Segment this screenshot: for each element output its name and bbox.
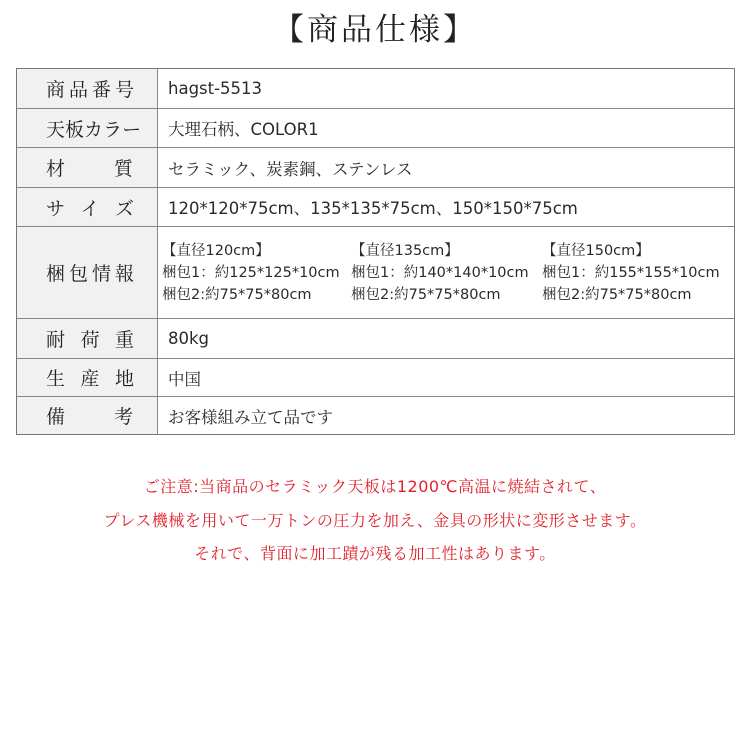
spec-label-origin: 生 産 地: [17, 359, 158, 396]
spec-row-packaging: [17, 226, 734, 318]
packaging-heading: 【直径150cm】: [542, 242, 650, 259]
spec-row-material: [17, 147, 734, 187]
notice-line-2: プレス機械を用いて一万トンの圧力を加え、金具の形状に変形させます。: [103, 511, 647, 530]
spec-value-packaging: [158, 227, 734, 318]
notice-line-1: ご注意:当商品のセラミック天板は1200℃高温に焼結されて、: [143, 477, 607, 496]
packaging-column-150: [542, 240, 732, 306]
packaging-pack2: 梱包2:約75*75*80cm: [162, 286, 312, 303]
packaging-pack1: 梱包1：約140*140*10cm: [351, 264, 529, 281]
spec-row-product-number: [17, 69, 734, 108]
packaging-heading: 【直径120cm】: [162, 242, 270, 259]
spec-value-material: セラミック、炭素鋼、ステンレス: [168, 159, 413, 179]
spec-value-origin: 中国: [168, 369, 201, 389]
packaging-pack2: 梱包2:約75*75*80cm: [542, 286, 692, 303]
spec-value-size: 120*120*75cm、135*135*75cm、150*150*75cm: [168, 199, 578, 218]
packaging-columns: [162, 240, 734, 306]
packaging-column-120: [162, 240, 351, 306]
page-title: 【商品仕様】: [273, 12, 477, 48]
spec-label-remarks: 備 考: [17, 397, 158, 434]
spec-value-top-color: 大理石柄、COLOR1: [168, 120, 319, 139]
packaging-pack2: 梱包2:約75*75*80cm: [351, 286, 501, 303]
spec-row-size: [17, 187, 734, 226]
spec-label-load-capacity: 耐 荷 重: [17, 319, 158, 358]
spec-value-load-capacity: 80kg: [168, 329, 210, 348]
packaging-heading: 【直径135cm】: [351, 242, 459, 259]
spec-label-product-number: 商 品 番 号: [17, 69, 158, 108]
spec-label-size: サ イ ズ: [17, 188, 158, 226]
spec-value-product-number: hagst-5513: [168, 79, 263, 98]
packaging-column-135: [351, 240, 542, 306]
spec-row-top-color: [17, 108, 734, 147]
spec-table: [16, 68, 735, 435]
notice-line-3: それで、背面に加工蹟が残る加工性はあります。: [194, 544, 556, 563]
spec-label-top-color: 天 板 カ ラ ー: [17, 109, 158, 147]
packaging-pack1: 梱包1：約125*125*10cm: [162, 264, 340, 281]
spec-row-origin: [17, 358, 734, 396]
spec-value-remarks: お客様組み立て品です: [168, 407, 333, 427]
spec-row-load-capacity: [17, 318, 734, 358]
spec-row-remarks: [17, 396, 734, 434]
spec-label-packaging: 梱 包 情 報: [17, 227, 158, 318]
packaging-pack1: 梱包1：約155*155*10cm: [542, 264, 720, 281]
spec-label-material: 材 質: [17, 148, 158, 187]
